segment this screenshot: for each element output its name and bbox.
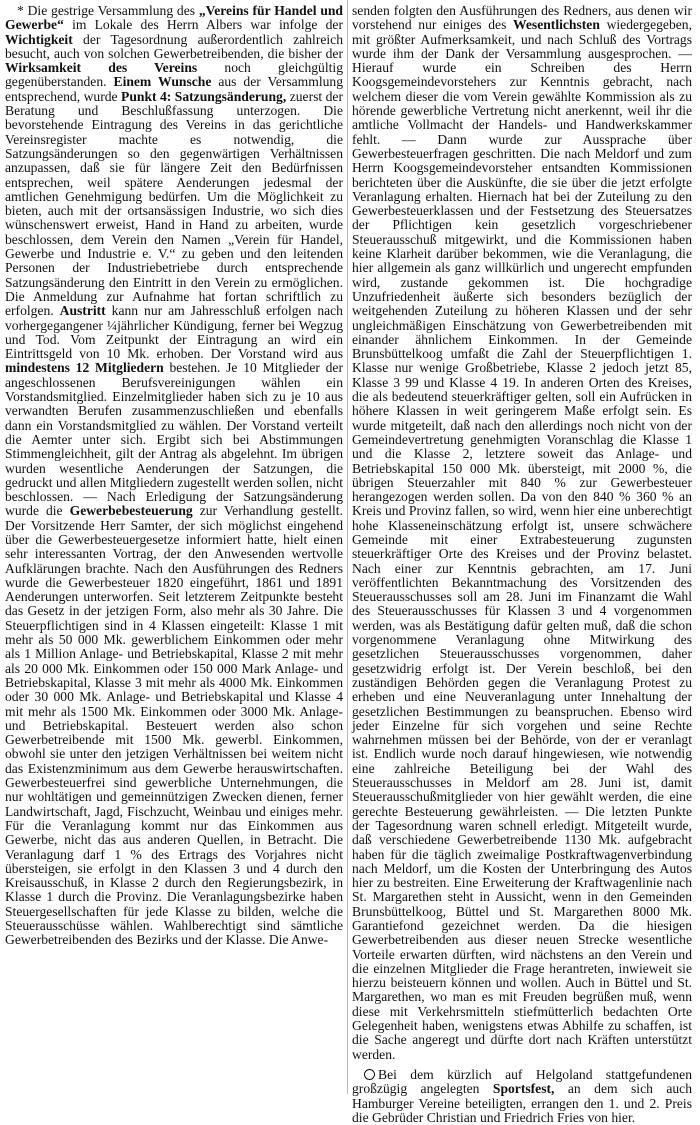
text-run: der Tagesordnung außerordentlich zahlreich besucht, auch von solchen Gewerbetreibenden, die bisher der	[5, 31, 343, 61]
text-run: kann nur am Jahresschluß erfolgen nach vorhergegangener ¼jährlicher Kündigung, ferner bei Wegzug und Tod. Vom Zeitpunkt der Eintragung an wird ein Eintrittsgeld von 10 Mk. erhoben. Der Vorstand wird aus	[5, 303, 343, 362]
circle-icon	[364, 1069, 375, 1080]
notice-sportsfest	[352, 1068, 692, 1125]
right-column	[352, 4, 692, 1125]
text-run: aus der Versammlung entsprechend, wurde	[5, 74, 343, 104]
bold-text-run: Wirksamkeit des Vereins	[5, 60, 198, 76]
article-paragraph	[5, 4, 343, 948]
bold-text-run: „Vereins für Handel und Gewerbe“	[5, 3, 343, 33]
column-divider	[347, 0, 348, 1094]
bold-text-run: Sportsfest,	[492, 1081, 555, 1097]
text-run: an dem sich auch Hamburger Vereine beteiligten, errangen den 1. und 2. Preis die Gebrüder Christian und Friedrich Fries von hier.	[352, 1081, 693, 1125]
text-run: bestehen. Je 10 Mitglieder der angeschlossenen Berufsvereinigungen wählen ein Vorstandsmitglied. Einzelmitglieder haben sich zu je 10 aus verwandten Berufen zusammenzuschließen und ebenfalls dann ein Vorstandsmitglied zu wählen. Der Vorstand verteilt die Aemter unter sich. Ergibt sich bei Abstimmungen Stimmengleichheit, gilt der Antrag als abgelehnt. Im übrigen wurden wesentliche Aenderungen der Satzungen, die gedruckt und allen Mitgliedern zugestellt werden sollen, nicht beschlossen. — Nach Erledigung der Satzungsänderung wurde die	[5, 360, 343, 519]
bold-text-run: Gewerbebesteuerung	[69, 503, 193, 519]
text-run: Bei dem kürzlich auf Helgoland stattgefundenen großzügig angelegten	[352, 1066, 692, 1097]
bold-text-run: mindestens 12 Mitgliedern	[5, 360, 164, 376]
text-run: noch gleichgültig gegenüberstanden.	[5, 60, 343, 90]
bold-text-run: Punkt 4: Satzungsänderung,	[121, 88, 287, 104]
text-run: im Lokale des Herrn Albers war infolge der	[63, 17, 343, 33]
text-run: zuerst der Beratung und Beschlußfassung unterzogen. Die bevorstehende Eintragung des Vereins in das gerichtliche Vereinsregister machte es notwendig, die Satzungsänderungen so den gegenwärtigen Verhältnissen anzupassen, daß sie für längere Zeit den Bedürfnissen entsprechen, weil spätere Aenderungen jedesmal der amtlichen Genehmigung bedürfen. Um die Möglichkeit zu bieten, auch mit der ortsansässigen Industrie, wo sich dies wünschenswert erweist, Hand in Hand zu arbeiten, wurde beschlossen, dem Verein den Namen „Verein für Handel, Gewerbe und Industrie e. V.“ zu geben und den leitenden Personen der Industriebetriebe durch entsprechende Satzungsänderung den Eintritt in den Verein zu ermöglichen. Die Anmeldung zur Aufnahme hat fortan schriftlich zu erfolgen.	[5, 88, 343, 319]
text-run: * Die gestrige Versammlung des	[17, 3, 199, 18]
text-run: senden folgten den Ausführungen des Redners, aus denen wir vorstehend nur einiges des	[352, 3, 692, 33]
left-column	[5, 4, 343, 948]
article-paragraph	[352, 4, 692, 1062]
text-run: wiedergegeben, mit größter Aufmerksamkeit, und nach Schluß des Vortrags wurde ihm der Dank der Versammlung ausgesprochen. — Hierauf wurde ein Schreiben des Herrn Koogsgemeindevorstehers zur Kenntnis gebracht, nach welchem dieser die vom Verein gewählte Kommission als zu hörende gewerbliche Vertretung nicht anerkennt, weil ihr die amtliche Vollmacht der Handels- und Handwerkskammer fehlt. — Dann wurde zur Aussprache über Gewerbesteuerfragen geschritten. Die nach Meldorf und zum Herrn Koogsgemeindevorsteher entsandten Kommissionen berichteten über die Auskünfte, die sie über die jetzt erfolgte Veranlagung erhalten. Hiernach hat bei der Zuteilung zu den Gewerbesteuerklassen und der Festsetzung des Steuersatzes der Pflichtigen kein gesetzlich vorgeschriebener Steuerausschuß mitgewirkt, und die Kommissionen haben keine Klarheit darüber bekommen, wie die Veranlagung, die hier allgemein als ganz willkürlich und ungerecht empfunden wird, zustande gekommen ist. Die hochgradige Unzufriedenheit äußerte sich besonders bezüglich der weitgehenden Zuteilung zu höheren Klassen und der sehr ungleichmäßigen Einschätzung von Gewerbetreibenden mit einander ähnlichem Einkommen. In der Gemeinde Brunsbüttelkoog umfaßt die Zahl der Steuerpflichtigen 1. Klasse nur wenige Großbetriebe, Klasse 2 jedoch jetzt 85, Klasse 3 99 und Klasse 4 19. In anderen Orten des Kreises, die als bedeutend steuerkräftiger gelten, soll ein Aufrücken in höhere Klassen in weit geringerem Maße erfolgt sein. Es wurde mitgeteilt, daß nach den allerdings noch nicht von der Gemeindevertretung genehmigten Voranschlag die Klasse 1 und die Klasse 2, letztere soweit das Anlage- und Betriebskapital 150 000 Mk. übersteigt, mit 2000 %, die übrigen Steuerzahler mit 840 % zur Gewerbesteuer herangezogen werden sollen. Da von den 840 % 360 % an Kreis und Provinz fallen, so wird, wenn hier eine unberechtigt hohe Klasseneinschätzung erfolgt ist, unsere schwächere Gemeinde mit einer Extrabesteuerung zugunsten steuerkräftiger Orte des Kreises und der Provinz belastet. Nach einer zur Kenntnis gebrachten, am 17. Juni veröffentlichten Bekanntmachung des Vorsitzenden des Steuerausschusses soll am 28. Juni im Finanzamt die Wahl des Steuerausschusses für Klassen 3 und 4 vorgenommen werden, was als Bestätigung dafür gelten muß, daß die schon vorgenommene Veranlagung ohne Mitwirkung des gesetzlichen Steuerausschusses vorgenommen, daher gesetzwidrig erfolgt ist. Der Verein beschloß, bei den zuständigen Behörden gegen die Veranlagung Protest zu erheben und eine Neuveranlagung unter Innehaltung der gesetzlichen Bestimmungen zu beanspruchen. Ebenso wird jeder Einzelne für sich vorgehen und seine Rechte wahrnehmen müssen bei der Behörde, von der er veranlagt ist. Endlich wurde noch darauf hingewiesen, wie notwendig eine zahlreiche Beteiligung bei der Wahl des Steuerausschusses in Meldorf am 28. Juni ist, damit Steuerausschußmitglieder von hier gewählt werden, die eine gerechte Besteuerung gewährleisten. — Die letzten Punkte der Tagesordnung waren schnell erledigt. Mitgeteilt wurde, daß verschiedene Gewerbetreibende 1130 Mk. aufgebracht haben für die täglich zweimalige Postkraftwagenverbindung nach Meldorf, um die Kosten der Unterbringung des Autos hier zu bestreiten. Eine Erweiterung der Kraftwagenlinie nach St. Margarethen steht in Aussicht, wenn in den Gemeinden Brunsbüttelkoog, Büttel und St. Margarethen 8000 Mk. Garantiefond gezeichnet werden. Da die hiesigen Gewerbetreibenden aus dieser neuen Strecke wesentliche Vorteile erwarten dürften, wird nächstens an den Verein und die einzelnen Mitglieder die Frage herantreten, inwieweit sie hierzu beisteuern können und wollen. Auch in Büttel und St. Margarethen, wo man es mit Freuden begrüßen muß, wenn diese mit Verkehrsmitteln stiefmütterlich bedachten Orte Gelegenheit haben, wenigstens etwas Abhilfe zu schaffen, ist die Sache angeregt und dürfte dort nach Kräften unterstützt werden.	[352, 17, 692, 1062]
bold-text-run: Wichtigkeit	[5, 31, 73, 47]
bold-text-run: Einem Wunsche	[113, 74, 212, 90]
bold-text-run: Wesentlichsten	[513, 17, 600, 33]
bold-text-run: Austritt	[59, 303, 106, 319]
text-run: zur Verhandlung gestellt. Der Vorsitzende Herr Samter, der sich möglichst eingehend über die Gewerbesteuergesetze informiert hatte, hielt einen sehr interessanten Vortrag, der den Anwesenden wertvolle Aufklärungen brachte. Nach den Ausführungen des Redners wurde die Gewerbesteuer 1820 eingeführt, 1861 und 1891 Aenderungen unterworfen. Seit letzterem Zeitpunkte besteht das Gesetz in der jetzigen Form, also mehr als 30 Jahre. Die Steuerpflichtigen sind in 4 Klassen eingeteilt: Klasse 1 mit mehr als 50 000 Mk. gewerblichem Einkommen oder mehr als 1 Million Anlage- und Betriebskapital, Klasse 2 mit mehr als 20 000 Mk. Einkommen oder 150 000 Mark Anlage- und Betriebskapital, Klasse 3 mit mehr als 4000 Mk. Einkommen oder 30 000 Mk. Anlage- und Betriebskapital und Klasse 4 mit mehr als 1500 Mk. Einkommen oder 3000 Mk. Anlage- und Betriebskapital. Besteuert werden also schon Gewerbetreibende mit 1500 Mk. gewerbl. Einkommen, obwohl sie unter den jetzigen Verhältnissen bei weitem nicht das Existenzminimum aus dem Gewerbe herauswirtschaften. Gewerbesteuerfrei sind gewerbliche Unternehmungen, die nur wohltätigen und gemeinnützigen Zwecken dienen, ferner Landwirtschaft, Jagd, Fischzucht, Weinbau und einiges mehr. Für die Veranlagung kommt nur das Einkommen aus Gewerbe, nicht das aus anderen Quellen, in Betracht. Die Veranlagung darf 1 % des Ertrags des Vorjahres nicht übersteigen, sie erfolgt in den Klassen 3 und 4 durch den Kreisausschuß, in Klasse 2 durch den Regierungsbezirk, in Klasse 1 durch die Provinz. Die Veranlagungsbezirke haben Steuergesellschaften für jede Klasse zu bilden, welche die Steuerausschüsse wählen. Wahlberechtigt sind sämtliche Gewerbetreibenden des Bezirks und der Klasse. Die Anwe-	[5, 503, 343, 948]
